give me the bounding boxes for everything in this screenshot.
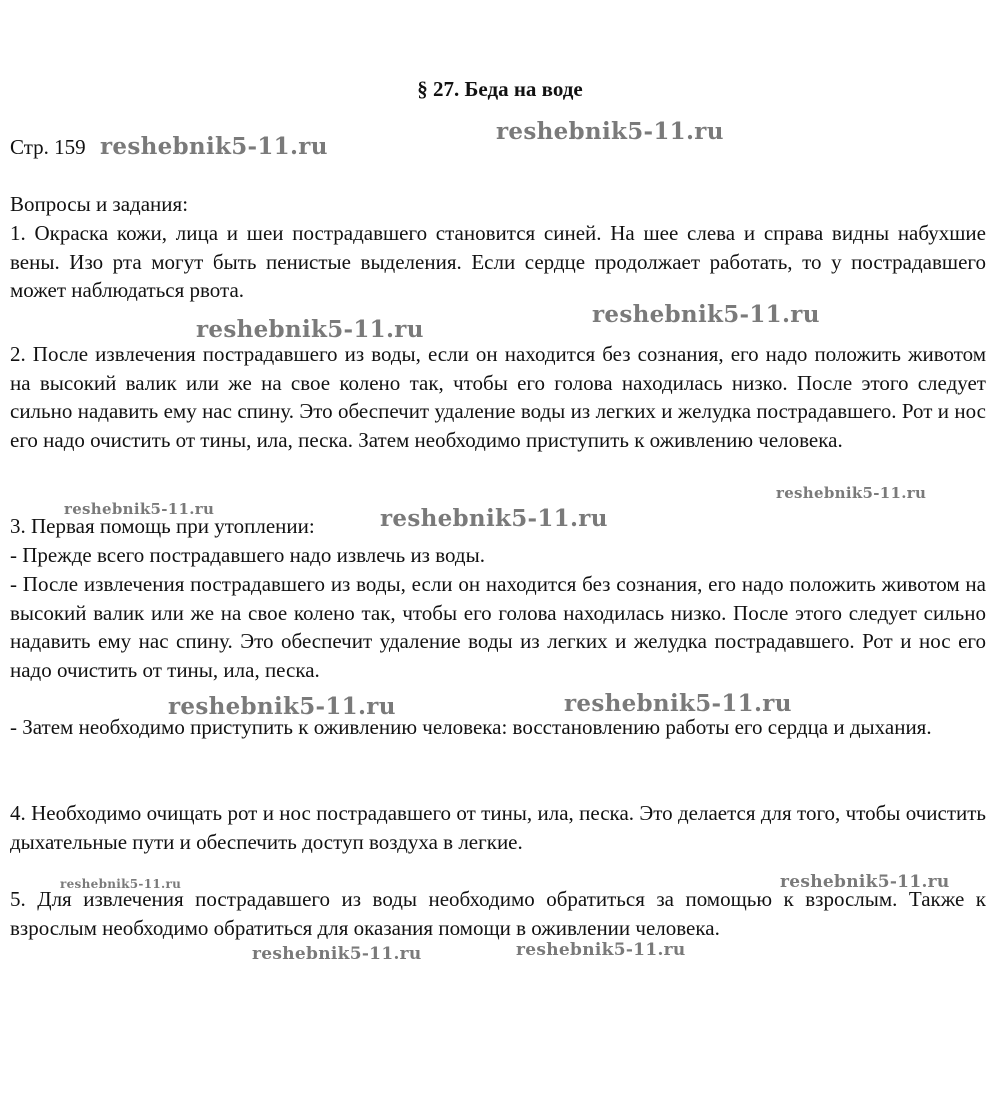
answer-3-step-1: - Прежде всего пострадавшего надо извлечь из воды. xyxy=(10,543,485,567)
page-reference: Стр. 159 xyxy=(10,135,86,159)
watermark: reshebnik5-11.ru xyxy=(252,944,422,964)
answer-2: 2. После извлечения пострадавшего из воды, если он находится без сознания, его надо положить животом на высокий валик или же на свое колено так, чтобы его голова находилась низко. После этого следует сильно надавить ему нас спину. Это обеспечит удаление воды из легких и желудка пострадавшего. Рот и нос его надо очистить от тины, ила, песка. Затем необходимо приступить к оживлению человека. xyxy=(10,342,986,452)
watermark: reshebnik5-11.ru xyxy=(516,940,686,960)
watermark: reshebnik5-11.ru xyxy=(780,872,950,892)
watermark: reshebnik5-11.ru xyxy=(564,690,792,717)
watermark: reshebnik5-11.ru xyxy=(592,301,820,328)
section-heading: Вопросы и задания: xyxy=(10,192,189,216)
page-title: § 27. Беда на воде xyxy=(417,77,583,101)
answer-4: 4. Необходимо очищать рот и нос пострадавшего от тины, ила, песка. Это делается для того, чтобы очистить дыхательные пути и обеспечить доступ воздуха в легкие. xyxy=(10,801,986,854)
watermark: reshebnik5-11.ru xyxy=(196,316,424,343)
answer-5: 5. Для извлечения пострадавшего из воды необходимо обратиться за помощью к взрослым. Также к взрослым необходимо обратиться для оказания помощи в оживлении человека. xyxy=(10,887,986,940)
watermark: reshebnik5-11.ru xyxy=(168,693,396,720)
watermark: reshebnik5-11.ru xyxy=(64,500,215,518)
answer-3-heading: 3. Первая помощь при утоплении: xyxy=(10,514,315,538)
answer-3-step-3: - Затем необходимо приступить к оживлению человека: восстановлению работы его сердца и дыхания. xyxy=(10,715,932,739)
watermark: reshebnik5-11.ru xyxy=(60,877,182,891)
answer-1: 1. Окраска кожи, лица и шеи пострадавшего становится синей. На шее слева и справа видны набухшие вены. Изо рта могут быть пенистые выделения. Если сердце продолжает работать, то у пострадавшего может наблюдаться рвота. xyxy=(10,221,986,303)
watermark: reshebnik5-11.ru xyxy=(496,118,724,145)
answer-3-step-2: - После извлечения пострадавшего из воды, если он находится без сознания, его надо положить животом на высокий валик или же на свое колено так, чтобы его голова находилась низко. После этого следует сильно надавить ему нас спину. Это обеспечит удаление воды из легких и желудка пострадавшего. Рот и нос его надо очистить от тины, ила, песка. xyxy=(10,572,986,682)
watermark: reshebnik5-11.ru xyxy=(100,133,328,160)
watermark: reshebnik5-11.ru xyxy=(776,484,927,502)
watermark: reshebnik5-11.ru xyxy=(380,505,608,532)
